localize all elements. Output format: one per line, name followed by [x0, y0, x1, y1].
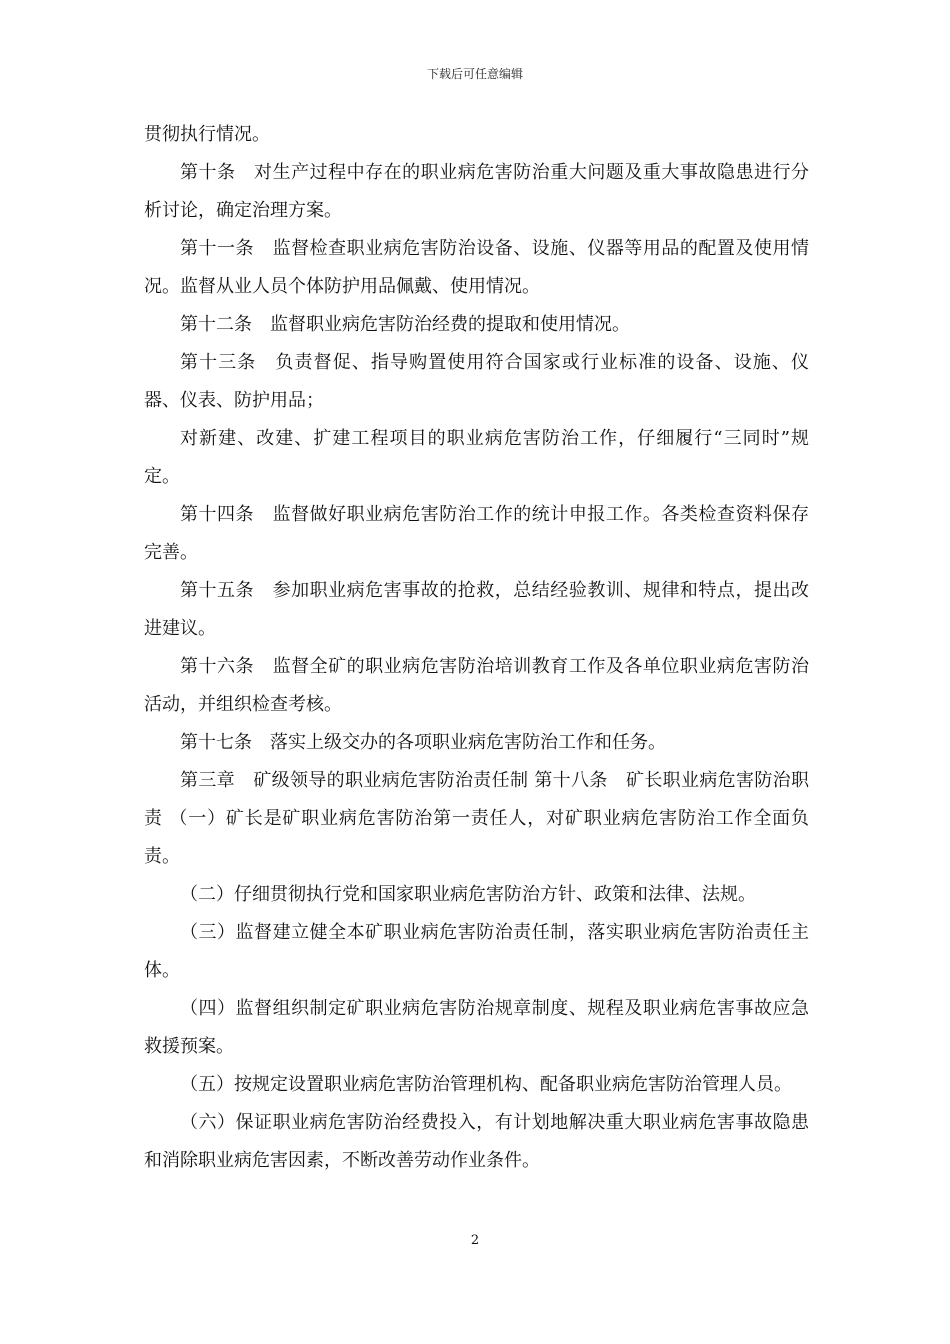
- page-header-note: 下载后可任意编辑: [426, 67, 523, 81]
- paragraph: （二）仔细贯彻执行党和国家职业病危害防治方针、政策和法律、法规。: [180, 884, 756, 905]
- paragraph: 第十七条 落实上级交办的各项职业病危害防治工作和任务。: [180, 732, 666, 753]
- paragraph: 第十三条 负责督促、指导购置使用符合国家或行业标准的设备、设施、仪器、仪表、防护用品；: [144, 352, 809, 411]
- paragraph: 第十五条 参加职业病危害事故的抢救，总结经验教训、规律和特点，提出改进建议。: [144, 580, 809, 639]
- paragraph: 贯彻执行情况。: [144, 124, 270, 145]
- paragraph: 第十四条 监督做好职业病危害防治工作的统计申报工作。各类检查资料保存完善。: [144, 504, 809, 563]
- paragraph: 第十一条 监督检查职业病危害防治设备、设施、仪器等用品的配置及使用情况。监督从业人员个体防护用品佩戴、使用情况。: [144, 238, 809, 297]
- paragraph: 第十条 对生产过程中存在的职业病危害防治重大问题及重大事故隐患进行分析讨论，确定治理方案。: [144, 162, 809, 221]
- paragraph: 第三章 矿级领导的职业病危害防治责任制 第十八条 矿长职业病危害防治职责 （一）矿长是矿职业病危害防治第一责任人，对矿职业病危害防治工作全面负责。: [144, 770, 809, 867]
- paragraph: 第十二条 监督职业病危害防治经费的提取和使用情况。: [180, 314, 630, 335]
- paragraph: 对新建、改建、扩建工程项目的职业病危害防治工作，仔细履行“三同时”规定。: [144, 428, 809, 487]
- paragraph: （五）按规定设置职业病危害防治管理机构、配备职业病危害防治管理人员。: [180, 1074, 792, 1095]
- page-number: 2: [470, 1233, 480, 1248]
- paragraph: 第十六条 监督全矿的职业病危害防治培训教育工作及各单位职业病危害防治活动，并组织检查考核。: [144, 656, 809, 715]
- paragraph: （四）监督组织制定矿职业病危害防治规章制度、规程及职业病危害事故应急救援预案。: [144, 998, 809, 1057]
- paragraph: （六）保证职业病危害防治经费投入，有计划地解决重大职业病危害事故隐患和消除职业病危害因素，不断改善劳动作业条件。: [144, 1112, 809, 1171]
- paragraph: （三）监督建立健全本矿职业病危害防治责任制，落实职业病危害防治责任主体。: [144, 922, 809, 981]
- document-body: [144, 116, 809, 1180]
